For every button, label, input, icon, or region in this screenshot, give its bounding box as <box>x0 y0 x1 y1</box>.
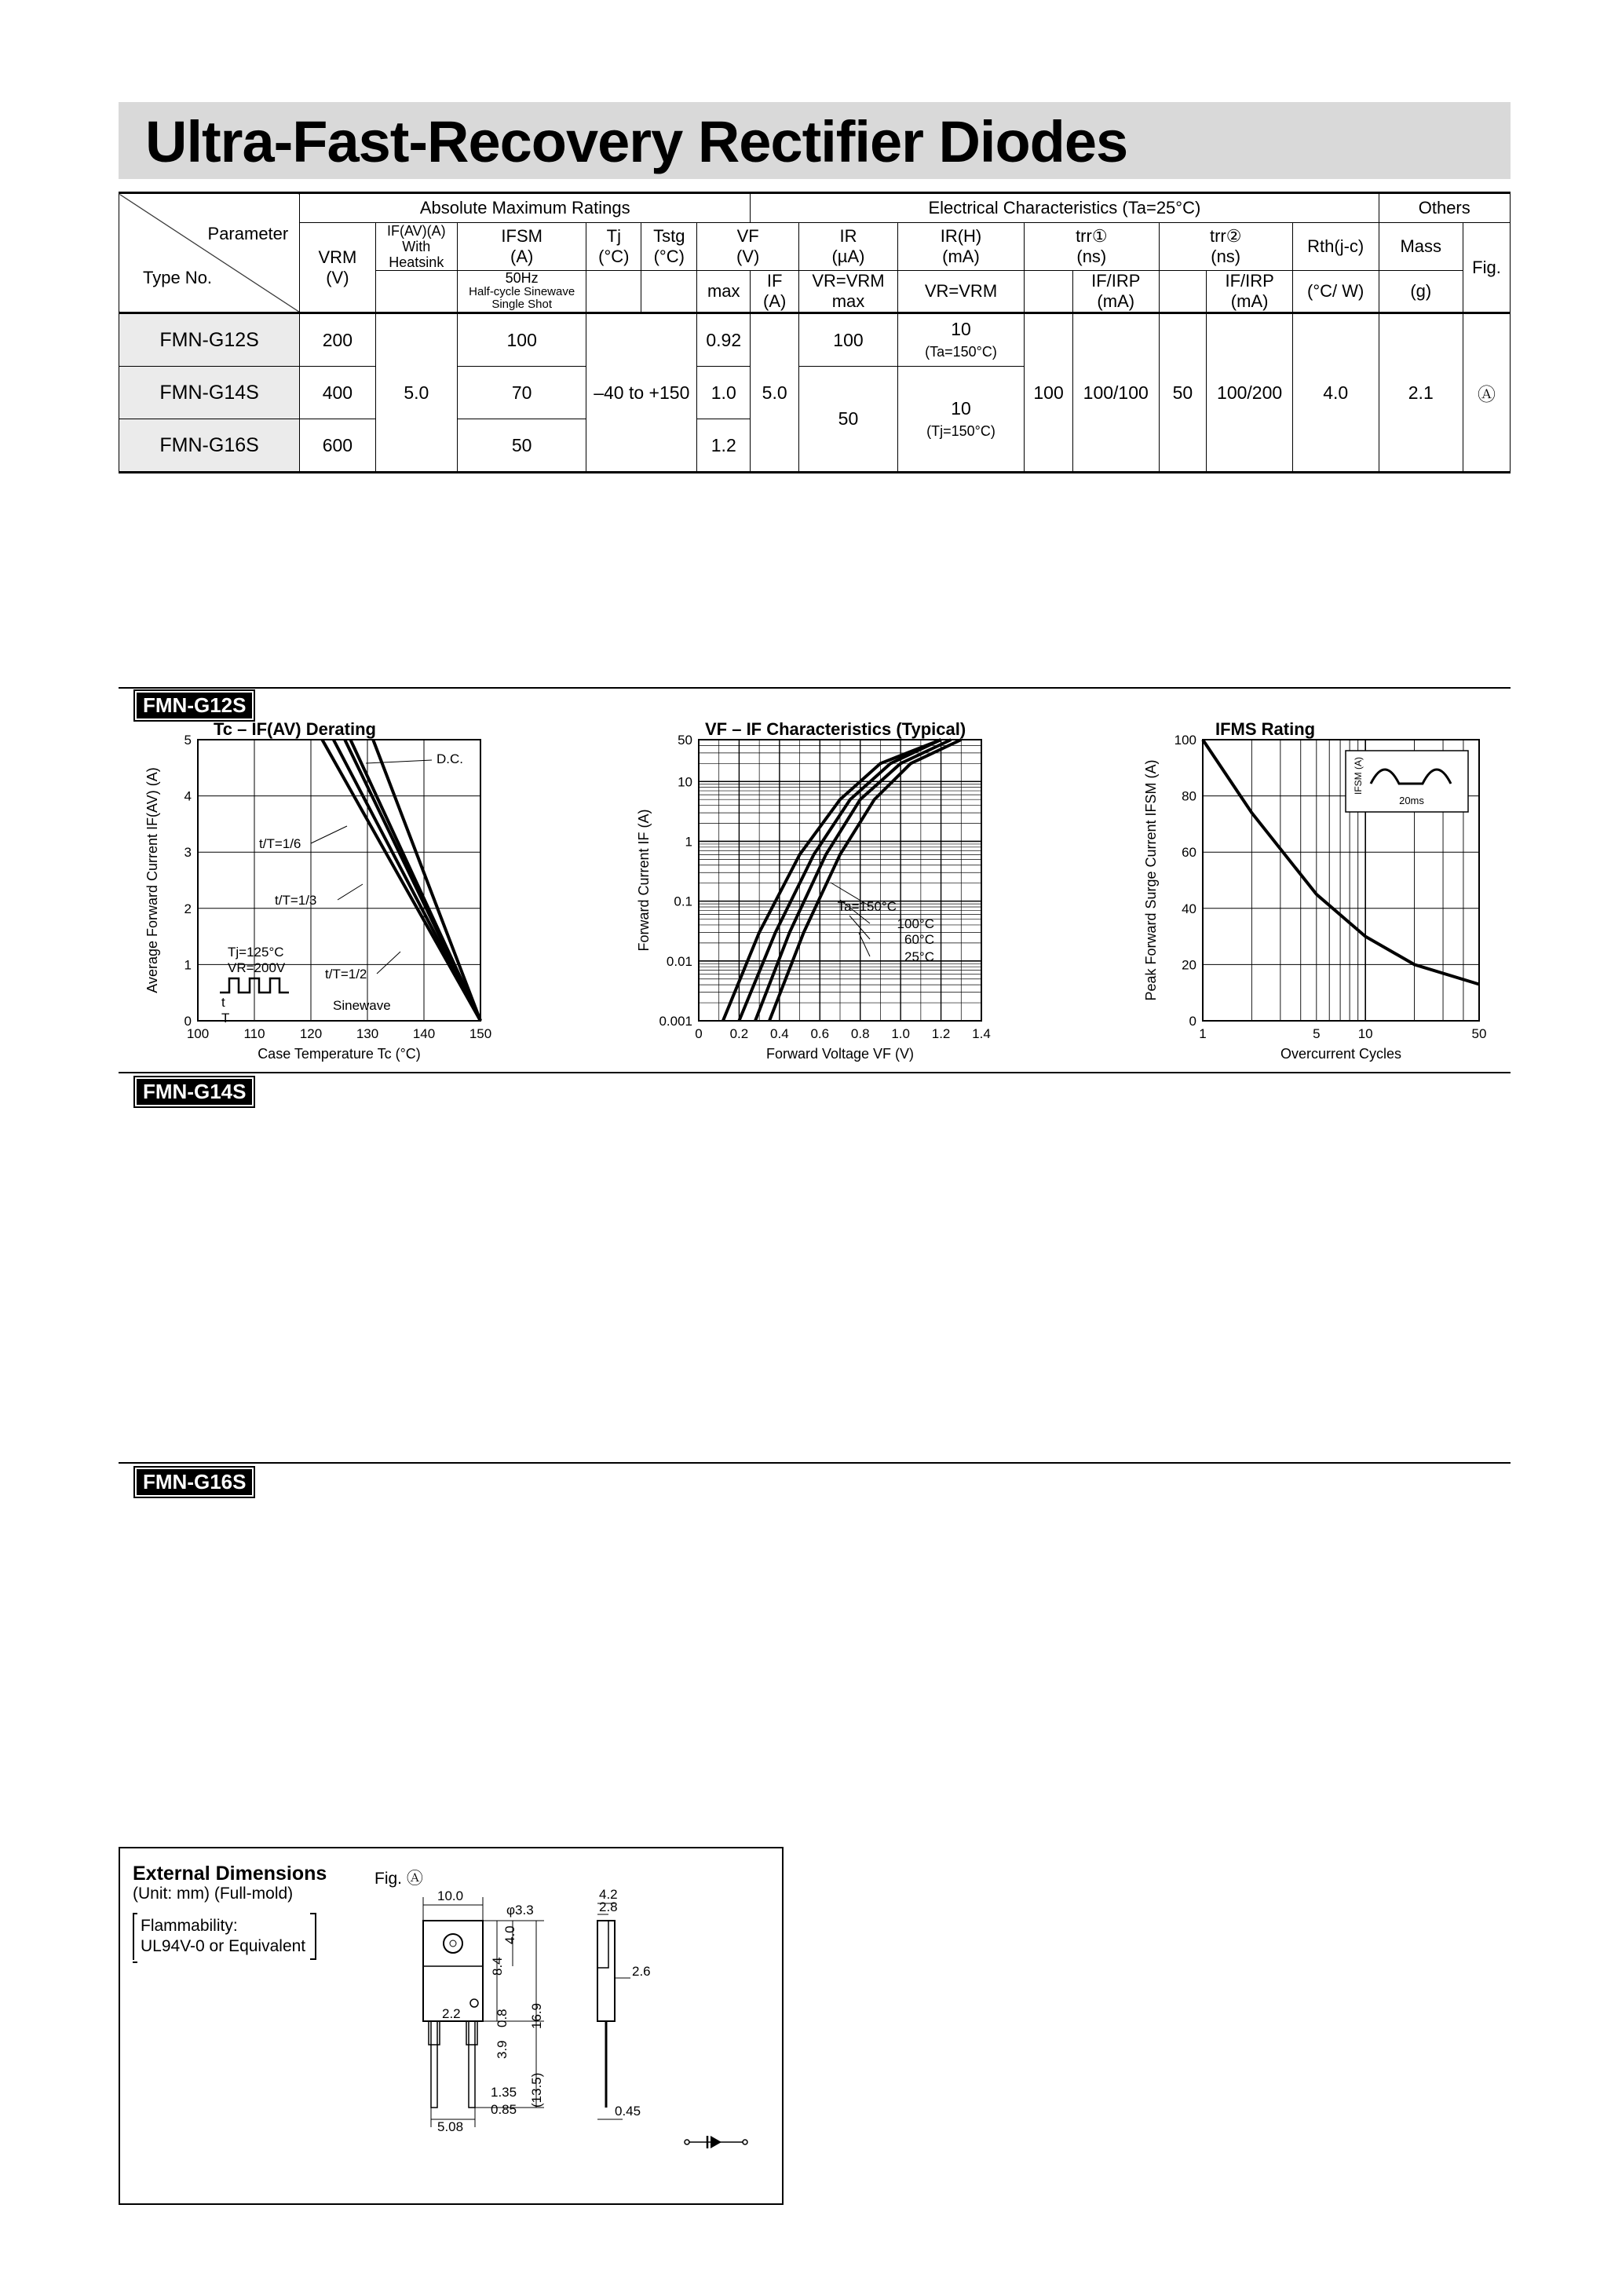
h-tstg: Tstg (°C) <box>641 223 697 271</box>
annotation-vr: VR=200V <box>228 960 286 975</box>
trr2-cell: 50 <box>1159 313 1207 473</box>
ifsm-cell: 50 <box>458 419 586 473</box>
y-tick-label: 20 <box>1182 957 1196 973</box>
chart-title: Tc – IF(AV) Derating <box>214 719 376 739</box>
h-fig: Fig. <box>1463 223 1511 313</box>
y-tick-label: 3 <box>184 845 192 861</box>
y-tick-label: 100 <box>1174 733 1196 748</box>
lead-left-shoulder <box>429 2021 440 2045</box>
leader-line <box>377 952 400 974</box>
h-tstg-empty <box>641 271 697 313</box>
corner-type: Type No. <box>143 268 213 287</box>
x-tick-label: 5 <box>1313 1026 1321 1041</box>
vrm-cell: 600 <box>300 419 375 473</box>
h-irh-cond: VR=VRM <box>897 271 1024 313</box>
section-rule <box>119 1072 1511 1073</box>
h-ifav: IF(AV)(A) With Heatsink <box>375 223 457 271</box>
dimension-label: 1.35 <box>491 2085 517 2100</box>
x-tick-label: 50 <box>1471 1026 1487 1041</box>
derating-chart <box>141 716 518 1069</box>
table-corner <box>119 193 300 313</box>
h-mass: Mass <box>1379 223 1463 271</box>
h-trr2: trr② (ns) <box>1159 223 1292 271</box>
ifsm-cell: 70 <box>458 367 586 419</box>
y-tick-label: 50 <box>678 733 692 748</box>
dimension-label: (13.5) <box>529 2072 544 2108</box>
h-irh: IR(H) (mA) <box>897 223 1024 271</box>
tj-tstg-cell: –40 to +150 <box>586 313 697 473</box>
annotation-T-big: T <box>221 1011 230 1026</box>
flammability-note: Flammability: UL94V-0 or Equivalent <box>133 1913 312 1960</box>
h-ir-cond: VR=VRM max <box>799 271 898 313</box>
dimension-label: 10.0 <box>437 1888 464 1903</box>
package-drawing <box>120 1848 782 2203</box>
series-legend-label: 60°C <box>904 932 934 947</box>
side-tab <box>597 1921 608 1968</box>
chart-title: IFMS Rating <box>1215 719 1316 739</box>
pin1-mark <box>470 1999 478 2007</box>
h-tj-empty <box>586 271 641 313</box>
group-others: Others <box>1379 193 1510 223</box>
h-ifsm: IFSM (A) <box>458 223 586 271</box>
annotation-dc: D.C. <box>437 751 463 766</box>
chart-title: VF – IF Characteristics (Typical) <box>705 719 966 739</box>
section-tag-g16s: FMN-G16S <box>135 1468 254 1497</box>
dimensions-unit: (Unit: mm) (Full-mold) <box>133 1885 294 1903</box>
vf-cell: 0.92 <box>697 313 751 367</box>
h-trr1: trr① (ns) <box>1025 223 1159 271</box>
dimension-label: φ3.3 <box>506 1903 534 1918</box>
annotation-t13: t/T=1/3 <box>275 893 317 908</box>
y-tick-label: 1 <box>184 957 192 973</box>
x-tick-label: 0.8 <box>850 1026 870 1041</box>
irh-cell: 10 (Tj=150°C) <box>897 367 1024 473</box>
vrm-cell: 400 <box>300 367 375 419</box>
trr2-cond-cell: 100/200 <box>1207 313 1293 473</box>
inset-period-label: 20ms <box>1399 795 1424 806</box>
mounting-hole-center <box>450 1940 456 1947</box>
mounting-hole <box>444 1934 462 1953</box>
dimension-label: 0.45 <box>615 2104 641 2119</box>
mass-cell: 2.1 <box>1379 313 1463 473</box>
x-tick-label: 0 <box>695 1026 703 1041</box>
x-tick-label: 130 <box>356 1026 379 1041</box>
rth-cell: 4.0 <box>1292 313 1379 473</box>
dimension-label: 2.8 <box>599 1899 618 1914</box>
leader-line <box>311 826 347 843</box>
if-cell: 5.0 <box>751 313 799 473</box>
spec-table <box>119 192 1511 473</box>
dimension-label: 2.6 <box>632 1964 651 1979</box>
h-vf: VF (V) <box>697 223 799 271</box>
leader-line <box>338 884 363 900</box>
corner-parameter: Parameter <box>207 224 289 243</box>
ifav-cell: 5.0 <box>375 313 457 473</box>
ifsm-cell: 100 <box>458 313 586 367</box>
section-rule <box>119 1462 1511 1464</box>
annotation-t12: t/T=1/2 <box>325 967 367 982</box>
y-tick-label: 60 <box>1182 845 1196 861</box>
vf-if-chart <box>634 716 1003 1069</box>
x-tick-label: 120 <box>299 1026 323 1041</box>
h-mass-unit: (g) <box>1379 271 1463 313</box>
ir-cell: 100 <box>799 313 898 367</box>
y-tick-label: 1 <box>685 834 692 850</box>
section-rule <box>119 687 1511 689</box>
derating-chart-svg <box>141 716 518 1069</box>
section-tag-g14s: FMN-G14S <box>135 1077 254 1106</box>
x-tick-label: 100 <box>186 1026 210 1041</box>
vrm-cell: 200 <box>300 313 375 367</box>
fig-label: Fig. Ⓐ <box>374 1870 423 1888</box>
series-legend-label: 100°C <box>897 916 934 931</box>
y-tick-label: 80 <box>1182 788 1196 804</box>
vf-cell: 1.2 <box>697 419 751 473</box>
h-ir: IR (µA) <box>799 223 898 271</box>
dimensions-title: External Dimensions <box>133 1863 327 1885</box>
y-tick-label: 5 <box>184 733 192 748</box>
dimension-label: 4.2 <box>599 1887 618 1902</box>
y-tick-label: 0.1 <box>674 894 692 909</box>
y-tick-label: 10 <box>678 774 692 790</box>
external-dimensions-box <box>119 1847 784 2205</box>
dimension-label: 5.08 <box>437 2119 464 2134</box>
dimension-label: 4.0 <box>502 1925 517 1944</box>
h-trr1-empty <box>1025 271 1073 313</box>
annotation-tj: Tj=125°C <box>228 945 284 960</box>
x-tick-label: 1 <box>1199 1026 1207 1041</box>
x-tick-label: 140 <box>412 1026 436 1041</box>
h-rth: Rth(j-c) <box>1292 223 1379 271</box>
h-ifav-empty <box>375 271 457 313</box>
dimension-label: 0.8 <box>495 2009 510 2027</box>
annotation-sinewave: Sinewave <box>333 998 391 1013</box>
annotation-t16: t/T=1/6 <box>259 836 301 851</box>
irh-cell: 10 (Ta=150°C) <box>897 313 1024 367</box>
x-tick-label: 1.2 <box>931 1026 951 1041</box>
dimension-label: 2.2 <box>442 2006 461 2021</box>
y-tick-label: 40 <box>1182 901 1196 916</box>
series-legend-label: 25°C <box>904 949 934 964</box>
y-tick-label: 0 <box>1189 1014 1196 1029</box>
y-tick-label: 0 <box>184 1014 192 1029</box>
ir-cell: 50 <box>799 367 898 473</box>
dimension-label: 8.4 <box>490 1957 505 1976</box>
y-tick-label: 4 <box>184 788 192 804</box>
type-cell: FMN-G16S <box>119 419 300 473</box>
h-trr2-empty <box>1159 271 1207 313</box>
h-trr2-cond: IF/IRP (mA) <box>1207 271 1293 313</box>
h-vrm: VRM (V) <box>300 223 375 313</box>
group-abs-max: Absolute Maximum Ratings <box>300 193 751 223</box>
x-axis-label: Case Temperature Tc (°C) <box>258 1046 421 1062</box>
diode-terminal <box>685 2140 689 2144</box>
h-rth-unit: (°C/ W) <box>1292 271 1379 313</box>
y-axis-label: Average Forward Current IF(AV) (A) <box>144 767 160 993</box>
diode-triangle-icon <box>711 2136 721 2148</box>
x-tick-label: 0.4 <box>770 1026 789 1041</box>
series-line <box>350 740 480 1021</box>
x-tick-label: 0.6 <box>810 1026 830 1041</box>
type-cell: FMN-G12S <box>119 313 300 367</box>
trr1-cond-cell: 100/100 <box>1072 313 1159 473</box>
x-tick-label: 1.0 <box>891 1026 910 1041</box>
y-tick-label: 2 <box>184 901 192 916</box>
vf-if-chart-svg <box>634 716 1003 1069</box>
vf-cell: 1.0 <box>697 367 751 419</box>
type-cell: FMN-G14S <box>119 367 300 419</box>
x-tick-label: 150 <box>469 1026 492 1041</box>
fig-cell: Ⓐ <box>1463 313 1511 473</box>
lead-right-shoulder <box>466 2021 477 2045</box>
lead-left <box>431 2021 437 2108</box>
diode-terminal <box>743 2140 747 2144</box>
annotation-t-small: t <box>221 995 225 1010</box>
x-tick-label: 0.2 <box>729 1026 749 1041</box>
inset-y-label: IFSM (A) <box>1353 757 1364 795</box>
x-axis-label: Overcurrent Cycles <box>1280 1046 1402 1062</box>
h-if: IF (A) <box>751 271 799 313</box>
ifsm-chart-svg <box>1140 716 1501 1069</box>
trr1-cell: 100 <box>1025 313 1073 473</box>
dimension-label: 16.9 <box>529 2002 544 2029</box>
x-tick-label: 110 <box>243 1026 265 1041</box>
y-tick-label: 0.001 <box>659 1014 692 1029</box>
y-tick-label: 0.01 <box>666 953 692 969</box>
h-tj: Tj (°C) <box>586 223 641 271</box>
package-tab <box>423 1921 483 1966</box>
leader-line <box>366 760 432 763</box>
group-elec-char: Electrical Characteristics (Ta=25°C) <box>751 193 1379 223</box>
y-axis-label: Forward Current IF (A) <box>636 809 652 952</box>
dimension-label: 0.85 <box>491 2102 517 2117</box>
x-axis-label: Forward Voltage VF (V) <box>765 1046 915 1062</box>
section-tag-g12s: FMN-G12S <box>135 691 254 720</box>
x-tick-label: 1.4 <box>972 1026 991 1041</box>
y-axis-label: Peak Forward Surge Current IFSM (A) <box>1143 759 1159 1001</box>
series-legend-label: Ta=150°C <box>837 899 897 914</box>
dimension-label: 3.9 <box>495 2040 510 2059</box>
ifsm-chart <box>1140 716 1501 1069</box>
lead-right <box>469 2021 475 2108</box>
series-line <box>373 740 480 1021</box>
x-tick-label: 10 <box>1357 1026 1373 1041</box>
page-title: Ultra-Fast-Recovery Rectifier Diodes <box>145 109 1128 174</box>
h-trr1-cond: IF/IRP (mA) <box>1072 271 1159 313</box>
h-vf-max: max <box>697 271 751 313</box>
package-side-body <box>597 1921 615 2021</box>
title-bar <box>119 102 1511 179</box>
h-ifsm-note: 50Hz Half-cycle Sinewave Single Shot <box>458 271 586 313</box>
